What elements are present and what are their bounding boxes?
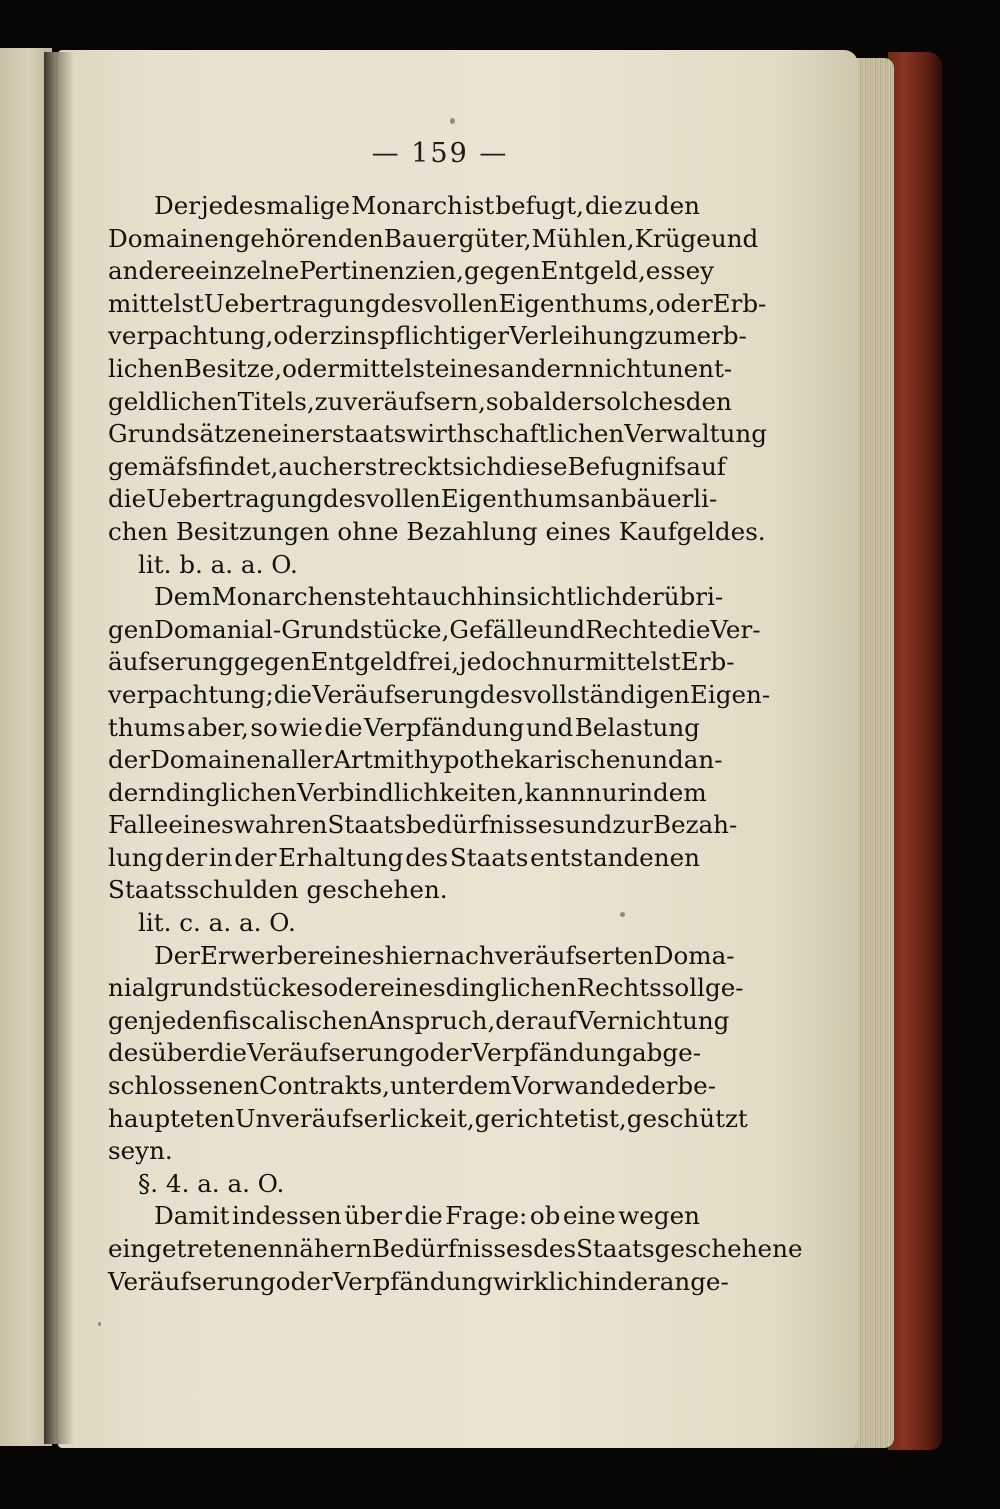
word: ange- — [659, 1266, 729, 1296]
word: Eigenthums, — [498, 288, 656, 318]
word: Erb- — [680, 647, 735, 677]
word: Verpfändung — [332, 1266, 493, 1296]
word: Frage: — [445, 1201, 528, 1231]
book-cover-edge — [888, 52, 942, 1450]
word: gemäfs — [108, 451, 199, 481]
word: Staats — [576, 1234, 655, 1263]
word: gegen — [233, 647, 311, 677]
word: äufserung — [108, 647, 234, 677]
word: diese — [502, 451, 568, 481]
word: Staatsbedürfnisses — [327, 810, 565, 840]
word: entstandenen — [530, 842, 700, 872]
word: geldlichen — [108, 386, 238, 416]
reference-line — [108, 907, 700, 940]
word: andern — [500, 353, 589, 383]
word: nicht — [588, 353, 652, 383]
word: Damit — [154, 1201, 230, 1231]
word: hinsichtlich — [476, 582, 622, 612]
word: wie — [279, 712, 323, 742]
word: oder — [275, 1266, 333, 1296]
word: des — [322, 484, 366, 514]
word: einer — [267, 419, 332, 449]
word: mit — [372, 745, 414, 775]
word: eines — [545, 516, 619, 546]
word: es — [645, 256, 673, 286]
word: Eigenthums — [440, 484, 591, 514]
word: oder — [323, 973, 381, 1003]
text-line — [108, 223, 759, 256]
word: und — [564, 810, 613, 840]
word: zu — [314, 386, 344, 416]
word: auf — [537, 1005, 577, 1035]
word: oder — [282, 353, 339, 383]
text-line — [108, 190, 700, 223]
word: zinspflichtiger — [330, 321, 509, 351]
word: an- — [683, 745, 723, 775]
word: Art — [333, 745, 373, 775]
word: zur — [612, 810, 653, 840]
word: Besitzungen — [175, 516, 338, 546]
word: Eigen- — [689, 679, 771, 709]
word: auch — [416, 582, 477, 612]
word: Verbindlichkeiten, — [296, 777, 525, 807]
text-line — [108, 320, 747, 353]
word: die — [273, 679, 312, 709]
text-line — [108, 353, 733, 386]
gutter-shadow — [44, 52, 74, 1444]
word: bäuerli- — [620, 484, 718, 514]
text-line — [108, 386, 732, 419]
word: be- — [677, 1071, 717, 1101]
word: des — [108, 1038, 151, 1068]
word: fiscalischen — [222, 1005, 369, 1035]
word: verpachtung, — [108, 321, 274, 351]
word: Krüge — [634, 223, 711, 253]
word: Erhaltung — [278, 842, 404, 872]
word: staatswirthschaftlichen — [331, 419, 625, 449]
word: der — [635, 1071, 678, 1101]
word: die — [108, 484, 147, 514]
word: Pertinenzien, — [299, 256, 464, 286]
word: wirklich — [492, 1266, 594, 1296]
word: Bezah- — [652, 810, 738, 840]
word: erb- — [696, 321, 747, 351]
word: der — [165, 842, 208, 872]
word: Entgeld — [310, 647, 408, 677]
word: oder — [655, 288, 713, 318]
reference-text: lit. c. a. a. O. — [138, 908, 296, 938]
word: ist — [463, 191, 495, 220]
text-line — [108, 1135, 700, 1168]
word: Vernichtung — [576, 1005, 730, 1035]
text-line — [108, 516, 766, 549]
word: andere — [108, 256, 196, 286]
word: Rechte — [585, 614, 673, 644]
word: in — [208, 842, 233, 872]
text-line — [108, 483, 718, 516]
word: jedesmalige — [201, 191, 351, 220]
word: soll — [661, 973, 705, 1003]
word: eingetretenen — [108, 1234, 284, 1263]
word: geschehen. — [306, 875, 448, 905]
word: aber, — [187, 712, 249, 742]
word: in — [629, 777, 654, 807]
word: er — [567, 386, 594, 416]
word: Anspruch, — [368, 1005, 496, 1035]
word: Verpfändung — [471, 1038, 632, 1068]
word: Uebertragung — [146, 484, 323, 514]
text-line — [108, 1005, 730, 1038]
word: Vorwande — [511, 1071, 636, 1101]
word: Titels, — [237, 386, 315, 416]
word: Verwaltung — [624, 419, 767, 449]
word: eines — [168, 810, 234, 840]
word: ge- — [704, 973, 744, 1003]
word: unent- — [651, 353, 733, 383]
word: Erwerber — [200, 940, 320, 970]
word: des — [405, 842, 449, 872]
word: Domainen — [150, 745, 277, 775]
word: Rechts — [576, 973, 662, 1003]
word: übri- — [663, 582, 724, 612]
word: unter — [389, 1071, 458, 1101]
word: Bauergüter, — [383, 223, 532, 253]
word: den — [653, 191, 700, 220]
word: der — [617, 1266, 660, 1296]
word: Staats — [449, 842, 529, 872]
reference-text: lit. b. a. a. O. — [138, 549, 298, 579]
word: jeden — [154, 1005, 223, 1035]
word: Unveräufserlickeit, — [234, 1103, 475, 1133]
reference-line — [108, 549, 700, 582]
word: Uebertragung — [203, 288, 381, 318]
word: Kaufgeldes. — [618, 516, 766, 546]
word: vollen — [365, 484, 441, 514]
word: Befugnifs — [567, 451, 687, 481]
word: abge- — [631, 1038, 701, 1068]
reference-line — [108, 1168, 700, 1201]
text-line — [108, 1200, 700, 1233]
word: Domanial-Grundstücke, — [154, 614, 450, 644]
word: nialgrundstückes — [108, 973, 324, 1003]
word: und — [537, 614, 586, 644]
word: Veräufserung — [312, 679, 480, 709]
word: eines — [380, 973, 446, 1003]
word: seyn. — [108, 1136, 173, 1166]
word: Gefälle — [449, 614, 538, 644]
text-line — [108, 940, 735, 973]
word: Verleihung — [508, 321, 645, 351]
word: gegen — [463, 256, 541, 286]
word: hiernach — [384, 940, 495, 970]
text-line — [108, 874, 700, 907]
text-line — [108, 418, 767, 451]
word: an — [590, 484, 621, 514]
word: geschehene — [654, 1234, 803, 1263]
text-line — [108, 809, 738, 842]
word: sobald — [485, 386, 568, 416]
text-line — [108, 712, 700, 745]
text-line — [108, 777, 707, 810]
word: Bedürfnisses — [371, 1234, 534, 1263]
word: Bezahlung — [406, 516, 546, 546]
word: sey — [672, 256, 715, 286]
word: über — [150, 1038, 209, 1068]
word: oder — [414, 1038, 472, 1068]
word: ist, — [588, 1103, 627, 1133]
text-line — [108, 255, 715, 288]
word: die — [584, 191, 624, 220]
word: auch — [278, 451, 339, 481]
word: die — [404, 1201, 443, 1231]
word: ohne — [337, 516, 407, 546]
body-text — [108, 190, 803, 1298]
word: auf — [686, 451, 726, 481]
text-line — [108, 288, 767, 321]
word: einzelne — [195, 256, 300, 286]
word: hypothekarischen — [413, 745, 637, 775]
word: Grundsätzen — [108, 419, 268, 449]
word: eines — [319, 940, 385, 970]
word: gen — [108, 614, 155, 644]
word: haupteten — [108, 1103, 235, 1133]
text-line — [108, 679, 771, 712]
word: schlossenen — [108, 1071, 259, 1101]
word: nur — [541, 647, 585, 677]
word: lichen — [108, 353, 184, 383]
word: thums — [108, 712, 186, 742]
word: eine — [562, 1201, 616, 1231]
text-line — [108, 614, 761, 647]
word: der — [234, 842, 277, 872]
word: befugt, — [495, 191, 584, 220]
word: Domainen — [108, 223, 235, 253]
word: Verpfändung — [364, 712, 525, 742]
word: veräufsern, — [343, 386, 486, 416]
word: Entgeld, — [540, 256, 646, 286]
word: kann — [524, 777, 586, 807]
word: nur — [585, 777, 630, 807]
word: die — [672, 614, 711, 644]
word: dern — [108, 777, 166, 807]
word: und — [636, 745, 684, 775]
text-line — [108, 744, 723, 777]
word: frei, — [408, 647, 460, 677]
word: gehörenden — [234, 223, 384, 253]
page-number: — 159 — — [371, 138, 509, 169]
word: und — [525, 712, 574, 742]
text-line — [108, 1037, 700, 1070]
word: solches — [593, 386, 686, 416]
word: und — [710, 223, 759, 253]
word: Veräufserung — [247, 1038, 415, 1068]
word: der — [495, 1005, 538, 1035]
word: mittelst — [108, 288, 204, 318]
word: die — [324, 712, 363, 742]
word: geschützt — [626, 1103, 748, 1133]
word: des — [533, 1234, 577, 1263]
word: Staatsschulden — [108, 875, 307, 905]
word: Mühlen, — [531, 223, 635, 253]
word: Falle — [108, 810, 169, 840]
word: wahren — [233, 810, 328, 840]
word: steht — [353, 582, 417, 612]
dust-speck — [98, 1322, 101, 1326]
word: vollständigen — [522, 679, 690, 709]
word: eines — [434, 353, 501, 383]
word: die — [208, 1038, 247, 1068]
word: ob — [529, 1201, 561, 1231]
reference-text: §. 4. a. a. O. — [138, 1168, 285, 1198]
word: wegen — [618, 1201, 700, 1231]
word: mittelst — [584, 647, 681, 677]
word: verpachtung; — [108, 679, 274, 709]
word: Besitze, — [183, 353, 283, 383]
word: der — [621, 582, 664, 612]
word: dem — [653, 777, 707, 807]
word: der — [108, 745, 151, 775]
word: nähern — [283, 1234, 372, 1263]
word: Veräufserung — [108, 1266, 276, 1296]
word: sich — [452, 451, 503, 481]
text-line — [108, 581, 724, 614]
word: erstreckt — [338, 451, 453, 481]
word: zum — [644, 321, 697, 351]
text-line — [108, 1070, 717, 1103]
word: über — [344, 1201, 403, 1231]
dust-speck — [450, 118, 455, 124]
word: Monarchen — [211, 582, 354, 612]
word: mittelst — [338, 353, 435, 383]
word: vollen — [423, 288, 499, 318]
word: zu — [624, 191, 653, 220]
word: Doma- — [653, 940, 735, 970]
word: des — [380, 288, 424, 318]
word: den — [685, 386, 732, 416]
word: Belastung — [574, 712, 700, 742]
word: indessen — [231, 1201, 342, 1231]
text-line — [108, 451, 726, 484]
text-line — [108, 1233, 803, 1266]
word: gen — [108, 1005, 155, 1035]
word: chen — [108, 516, 176, 546]
word: Der — [154, 191, 201, 220]
word: aller — [276, 745, 334, 775]
text-line — [108, 646, 735, 679]
word: Ver- — [710, 614, 761, 644]
word: des — [479, 679, 523, 709]
word: veräufserten — [494, 940, 654, 970]
word: lung — [108, 842, 164, 872]
word: Contrakts, — [258, 1071, 390, 1101]
text-line — [108, 1266, 729, 1299]
word: so — [250, 712, 278, 742]
word: Dem — [154, 582, 212, 612]
word: dem — [457, 1071, 512, 1101]
word: Der — [154, 940, 201, 970]
word: findet, — [198, 451, 279, 481]
word: dinglichen — [165, 777, 297, 807]
text-line — [108, 842, 700, 875]
word: Monarch — [351, 191, 463, 220]
text-line — [108, 1103, 748, 1136]
word: oder — [273, 321, 331, 351]
text-line — [108, 972, 744, 1005]
word: Erb- — [712, 288, 767, 318]
word: dinglichen — [445, 973, 577, 1003]
word: gerichtet — [474, 1103, 589, 1133]
word: in — [593, 1266, 618, 1296]
word: jedoch — [459, 647, 542, 677]
